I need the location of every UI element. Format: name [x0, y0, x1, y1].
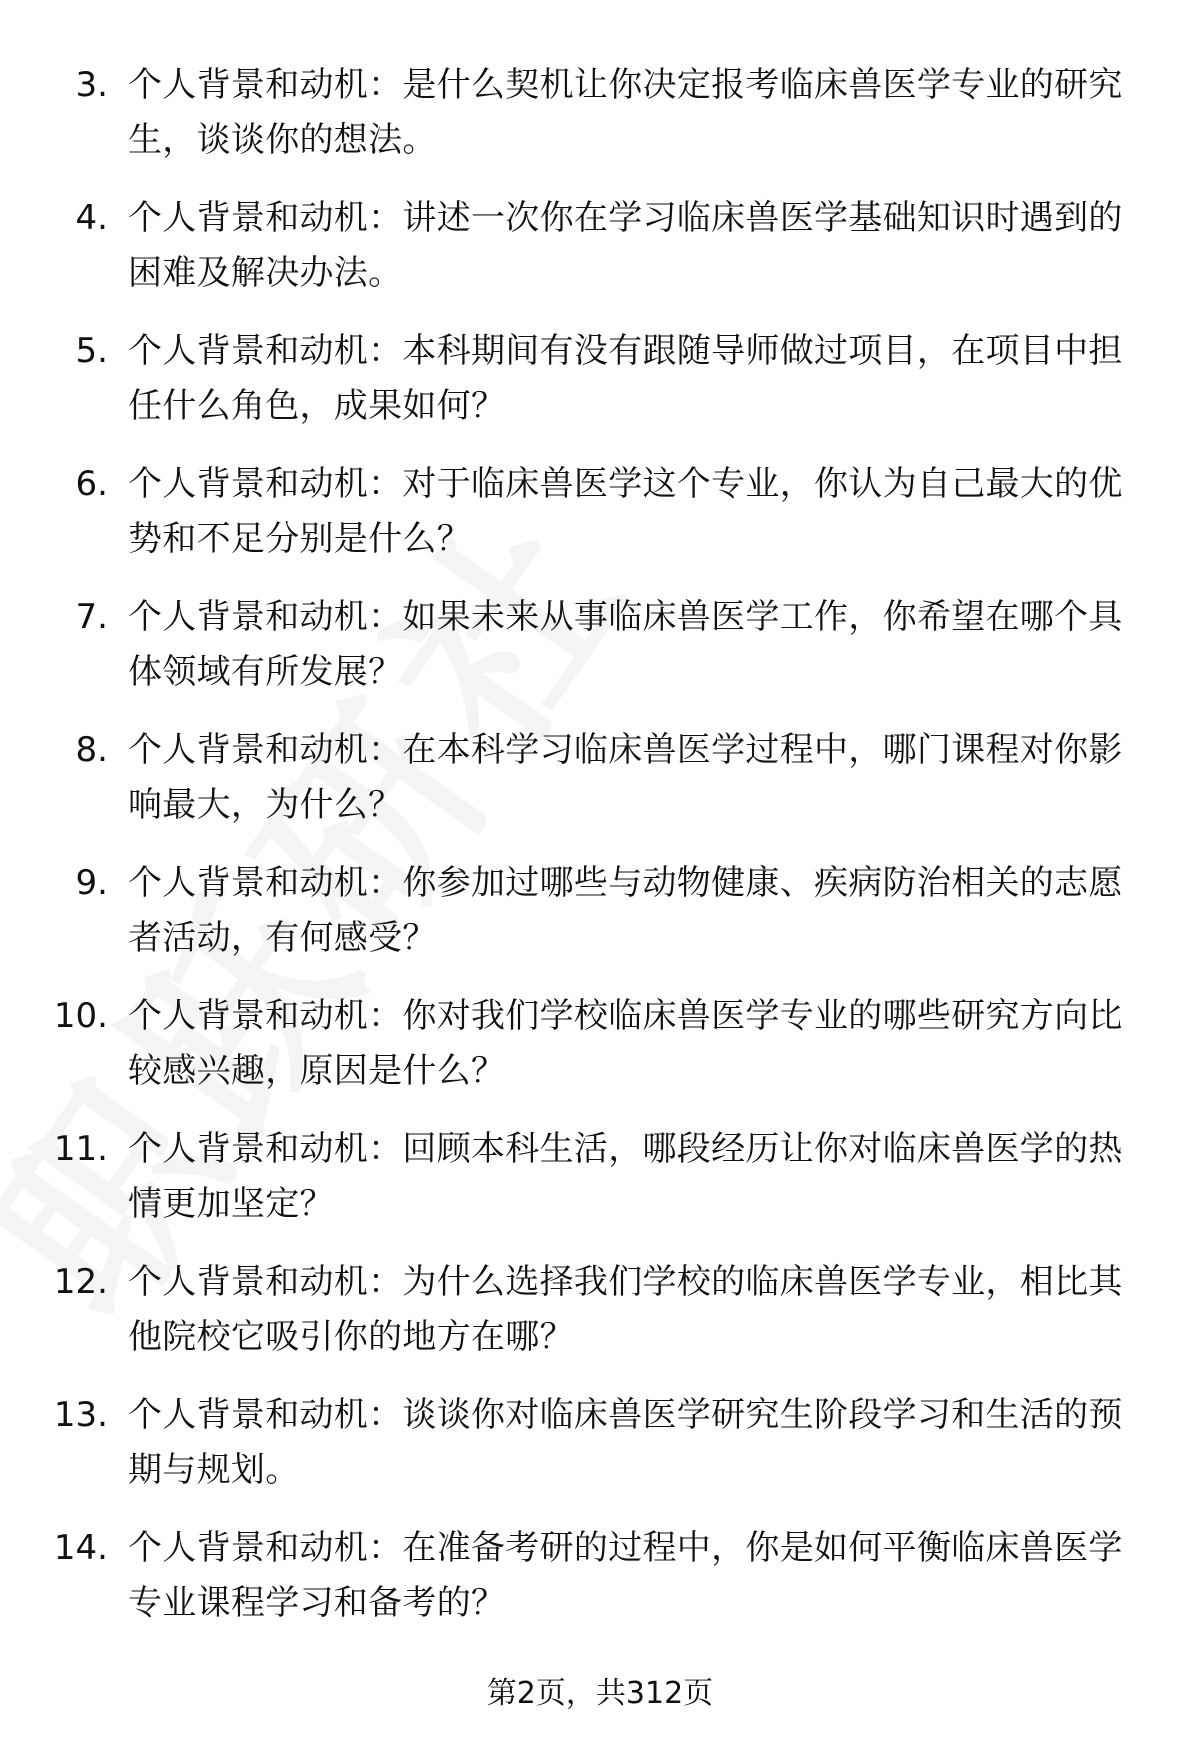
question-number: 9.	[75, 863, 108, 903]
question-list	[0, 58, 1200, 1654]
question-number: 12.	[53, 1262, 108, 1302]
question-text: 个人背景和动机：你参加过哪些与动物健康、疾病防治相关的志愿者活动，有何感受？	[128, 863, 1123, 958]
list-item	[0, 324, 1200, 441]
question-text: 个人背景和动机：你对我们学校临床兽医学专业的哪些研究方向比较感兴趣，原因是什么？	[128, 996, 1123, 1091]
list-item	[0, 590, 1200, 707]
question-number: 13.	[53, 1395, 108, 1435]
question-text: 个人背景和动机：在准备考研的过程中，你是如何平衡临床兽医学专业课程学习和备考的？	[128, 1528, 1123, 1623]
question-text: 个人背景和动机：是什么契机让你决定报考临床兽医学专业的研究生，谈谈你的想法。	[128, 65, 1123, 160]
question-number: 7.	[75, 597, 108, 637]
list-item	[0, 58, 1200, 175]
question-text: 个人背景和动机：为什么选择我们学校的临床兽医学专业，相比其他院校它吸引你的地方在哪？	[128, 1262, 1123, 1357]
page-number-label: 第2页，共312页	[486, 1676, 714, 1711]
question-number: 8.	[75, 730, 108, 770]
list-item	[0, 1521, 1200, 1638]
list-item	[0, 856, 1200, 973]
question-text: 个人背景和动机：在本科学习临床兽医学过程中，哪门课程对你影响最大，为什么？	[128, 730, 1123, 825]
question-number: 6.	[75, 464, 108, 504]
question-text: 个人背景和动机：本科期间有没有跟随导师做过项目，在项目中担任什么角色，成果如何？	[128, 331, 1123, 426]
list-item	[0, 1122, 1200, 1239]
question-text: 个人背景和动机：谈谈你对临床兽医学研究生阶段学习和生活的预期与规划。	[128, 1395, 1123, 1490]
list-item	[0, 989, 1200, 1106]
question-number: 4.	[75, 198, 108, 238]
list-item	[0, 723, 1200, 840]
question-number: 5.	[75, 331, 108, 371]
question-number: 10.	[53, 996, 108, 1036]
list-item	[0, 457, 1200, 574]
question-text: 个人背景和动机：讲述一次你在学习临床兽医学基础知识时遇到的困难及解决办法。	[128, 198, 1123, 293]
question-number: 11.	[53, 1129, 108, 1169]
list-item	[0, 1388, 1200, 1505]
list-item	[0, 191, 1200, 308]
page-footer	[0, 1674, 1200, 1714]
question-text: 个人背景和动机：对于临床兽医学这个专业，你认为自己最大的优势和不足分别是什么？	[128, 464, 1123, 559]
question-number: 3.	[75, 65, 108, 105]
question-text: 个人背景和动机：回顾本科生活，哪段经历让你对临床兽医学的热情更加坚定？	[128, 1129, 1123, 1224]
question-number: 14.	[53, 1528, 108, 1568]
question-text: 个人背景和动机：如果未来从事临床兽医学工作，你希望在哪个具体领域有所发展？	[128, 597, 1123, 692]
list-item	[0, 1255, 1200, 1372]
